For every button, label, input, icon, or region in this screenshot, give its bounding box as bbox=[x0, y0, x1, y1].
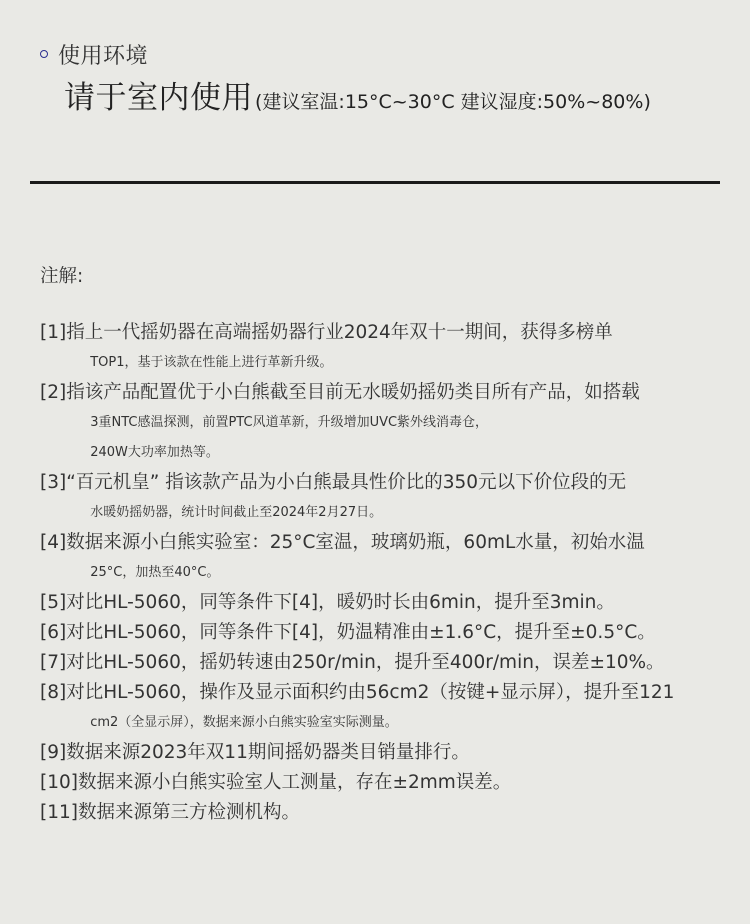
note-item bbox=[40, 378, 730, 468]
note-continuation-line: 水暖奶摇奶器，统计时间截止至2024年2月27日。 bbox=[90, 505, 383, 520]
environment-statement bbox=[64, 72, 651, 117]
note-item bbox=[40, 738, 730, 768]
note-item bbox=[40, 768, 730, 798]
environment-label: 使用环境 bbox=[58, 43, 149, 69]
note-item bbox=[40, 618, 730, 648]
note-item bbox=[40, 678, 730, 738]
environment-main-text: 请于室内使用 bbox=[64, 80, 253, 116]
notes-heading: 注解: bbox=[40, 266, 84, 287]
note-text bbox=[66, 318, 730, 378]
note-item bbox=[40, 588, 730, 618]
note-line: 对比HL-5060，摇奶转速由250r/min，提升至400r/min，误差±10%。 bbox=[66, 652, 665, 673]
note-marker: [7] bbox=[40, 652, 67, 673]
notes-list bbox=[40, 318, 730, 828]
note-line: 数据来源第三方检测机构。 bbox=[77, 802, 300, 823]
note-item bbox=[40, 648, 730, 678]
note-continuation-line: 25°C，加热至40°C。 bbox=[90, 565, 220, 580]
note-line: 指上一代摇奶器在高端摇奶器行业2024年双十一期间，获得多榜单 bbox=[66, 322, 613, 343]
note-line: 对比HL-5060，同等条件下[4]，暖奶时长由6min，提升至3min。 bbox=[66, 592, 615, 613]
note-line: 指该产品配置优于小白熊截至目前无水暖奶摇奶类目所有产品，如搭载 bbox=[66, 382, 640, 403]
note-continuation-line: 3重NTC感温探测，前置PTC风道革新，升级增加UVC紫外线消毒仓， bbox=[90, 415, 489, 430]
note-text bbox=[66, 678, 730, 738]
note-line: “百元机皇” 指该款产品为小白熊最具性价比的350元以下价位段的无 bbox=[66, 472, 627, 493]
note-marker: [3] bbox=[40, 472, 67, 493]
environment-section-header bbox=[40, 40, 148, 68]
note-text bbox=[66, 618, 730, 648]
note-line: 数据来源小白熊实验室：25°C室温，玻璃奶瓶，60mL水量，初始水温 bbox=[66, 532, 645, 553]
note-line: 数据来源小白熊实验室人工测量，存在±2mm误差。 bbox=[77, 772, 512, 793]
note-item bbox=[40, 318, 730, 378]
note-text bbox=[66, 648, 730, 678]
note-text bbox=[66, 528, 730, 588]
note-text bbox=[78, 798, 730, 828]
note-text bbox=[78, 768, 730, 798]
section-divider bbox=[30, 181, 720, 184]
note-text bbox=[66, 738, 730, 768]
note-marker: [5] bbox=[40, 592, 67, 613]
note-marker: [11] bbox=[40, 802, 78, 823]
note-marker: [1] bbox=[40, 322, 67, 343]
note-item bbox=[40, 528, 730, 588]
note-marker: [10] bbox=[40, 772, 78, 793]
note-continuation-line: cm2（全显示屏），数据来源小白熊实验室实际测量。 bbox=[90, 715, 398, 730]
environment-range-text: (建议室温:15°C~30°C 建议湿度:50%~80%) bbox=[255, 91, 651, 113]
note-item bbox=[40, 468, 730, 528]
note-item bbox=[40, 798, 730, 828]
note-marker: [8] bbox=[40, 682, 67, 703]
note-marker: [6] bbox=[40, 622, 67, 643]
note-continuation-line: TOP1，基于该款在性能上进行革新升级。 bbox=[90, 355, 333, 370]
note-text bbox=[66, 468, 730, 528]
note-marker: [2] bbox=[40, 382, 67, 403]
note-marker: [4] bbox=[40, 532, 67, 553]
note-text bbox=[66, 378, 730, 468]
bullet-circle-icon bbox=[40, 50, 48, 58]
note-line: 数据来源2023年双11期间摇奶器类目销量排行。 bbox=[66, 742, 470, 763]
note-continuation-line: 240W大功率加热等。 bbox=[90, 445, 219, 460]
note-line: 对比HL-5060，同等条件下[4]，奶温精准由±1.6°C，提升至±0.5°C。 bbox=[66, 622, 656, 643]
note-line: 对比HL-5060，操作及显示面积约由56cm2（按键+显示屏），提升至121 bbox=[66, 682, 675, 703]
note-text bbox=[66, 588, 730, 618]
note-marker: [9] bbox=[40, 742, 67, 763]
